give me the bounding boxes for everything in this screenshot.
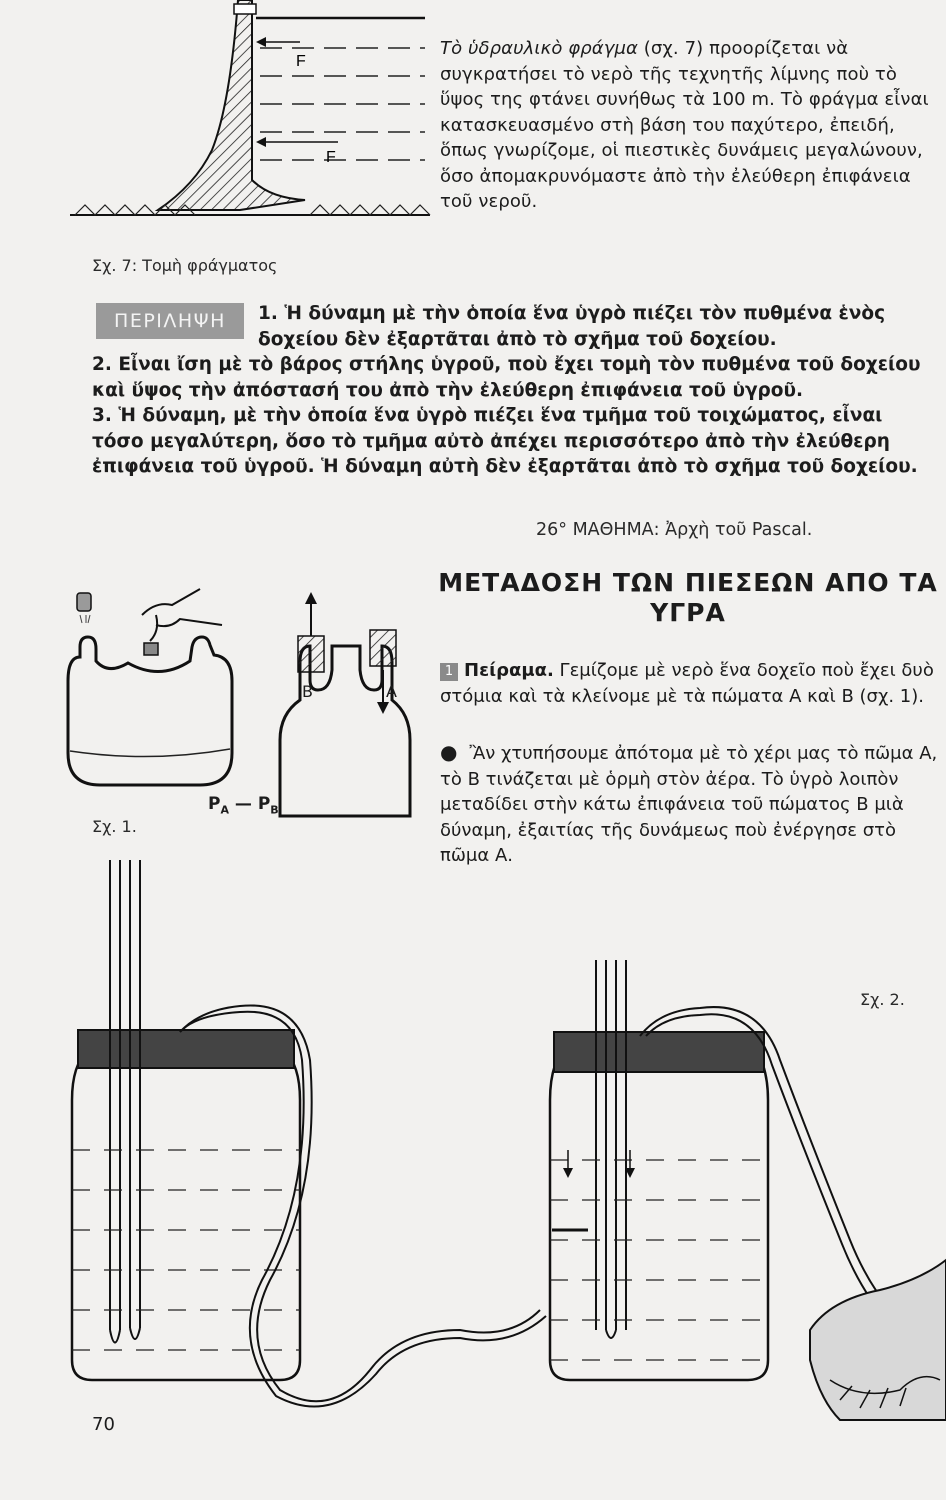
dam-paragraph-lead: Τὸ ὑδραυλικὸ φράγμα (440, 38, 638, 59)
bullet-text: Ἂν χτυπήσουμε ἀπότομα μὲ τὸ χέρι μας τὸ πῶμα Α, τὸ Β τινάζεται μὲ ὁρμὴ στὸν ἀέρα. Τὸ ὑγρὸ λοιπὸν μεταδίδει στὴν κάτω ἐπιφάνεια τοῦ πώματος Β μιὰ δύναμη, ἐξαιτίας τῆς δυνάμεως ποὺ ἐνέργησε στὸ πῶμα Α. (440, 743, 938, 866)
stopper-label-a: Α (386, 682, 397, 701)
flask-figure-left (60, 585, 270, 825)
experiment-label: Πείραμα. (464, 660, 554, 681)
formula-dash: — (228, 794, 258, 814)
experiment-number-badge: 1 (440, 663, 458, 681)
formula-p-b: P (257, 794, 271, 814)
page-number: 70 (92, 1414, 115, 1435)
figure7-caption: Σχ. 7: Τομὴ φράγματος (92, 256, 278, 275)
formula-sub-b: B (270, 803, 279, 817)
formula-p-a: P (208, 794, 221, 814)
lesson-title: 26° ΜΑΘΗΜΑ: Ἀρχὴ τοῦ Pascal. (536, 520, 813, 540)
pressure-formula (208, 794, 279, 816)
experiment-text: Γεμίζομε μὲ νερὸ ἕνα δοχεῖο ποὺ ἔχει δυὸ στόμια καὶ τὰ κλείνομε μὲ τὰ πώματα Α καὶ Β (σχ. 1). (440, 660, 934, 707)
bottle-apparatus-figure (40, 860, 946, 1420)
summary-badge: ΠΕΡΙΛΗΨΗ (96, 303, 244, 339)
formula-sub-a: A (220, 803, 229, 817)
figure2-caption: Σχ. 2. (860, 990, 905, 1009)
experiment-paragraph (440, 658, 940, 709)
bullet-paragraph (440, 740, 940, 869)
force-label-bottom: F (326, 149, 336, 166)
figure1-caption: Σχ. 1. (92, 817, 137, 836)
dam-paragraph (440, 36, 940, 215)
bullet-dot-icon: ● (440, 740, 458, 764)
summary-point-3: 3. Ἡ δύναμη, μὲ τὴν ὁποία ἕνα ὑγρὸ πιέζει ἕνα τμῆμα τοῦ τοιχώματος, εἶναι τόσο μεγαλύτερη, ὅσο τὸ τμῆμα αὐτὸ ἀπέχει περισσότερο ἀπὸ τὴν ἐλεύθερη ἐπιφάνεια τοῦ ὑγροῦ. Ἡ δύναμη αὐτὴ δὲν ἐξαρτᾶται ἀπὸ τὸ σχῆμα τοῦ δοχείου. (92, 405, 918, 477)
force-label-top: F (296, 53, 306, 70)
stopper-label-b: Β (302, 682, 313, 701)
summary-point-2: 2. Εἶναι ἴση μὲ τὸ βάρος στήλης ὑγροῦ, ποὺ ἔχει τομὴ τὸν πυθμένα τοῦ δοχείου καὶ ὕψος τὴν ἀπόστασή του ἀπὸ τὴν ἐλεύθερη ἐπιφάνεια τοῦ ὑγροῦ. (92, 354, 921, 401)
dam-paragraph-body: (σχ. 7) προορίζεται νὰ συγκρατήσει τὸ νερὸ τῆς τεχνητῆς λίμνης ποὺ τὸ ὕψος της φτάνει συνήθως τὰ 100 m. Τὸ φράγμα εἶναι κατασκευασμένο στὴ βάση του παχύτερο, ἐπειδή, ὅπως γνωρίζομε, οἱ πιεστικὲς δυνάμεις μεγαλώνουν, ὅσο ἀπομακρυνόμαστε ἀπὸ τὴν ἐλεύθερη ἐπιφάνεια τοῦ νεροῦ. (440, 38, 929, 212)
summary-point-1: 1. Ἡ δύναμη μὲ τὴν ὁποία ἕνα ὑγρὸ πιέζει τὸν πυθμένα ἑνὸς δοχείου δὲν ἐξαρτᾶται ἀπὸ τὸ σχῆμα τοῦ δοχείου. (258, 303, 886, 350)
dam-figure (70, 0, 430, 240)
section-heading: ΜΕΤΑΔΟΣΗ ΤΩΝ ΠΙΕΣΕΩΝ ΑΠΟ ΤΑ ΥΓΡΑ (438, 568, 938, 627)
flask-figure-right (270, 590, 420, 820)
